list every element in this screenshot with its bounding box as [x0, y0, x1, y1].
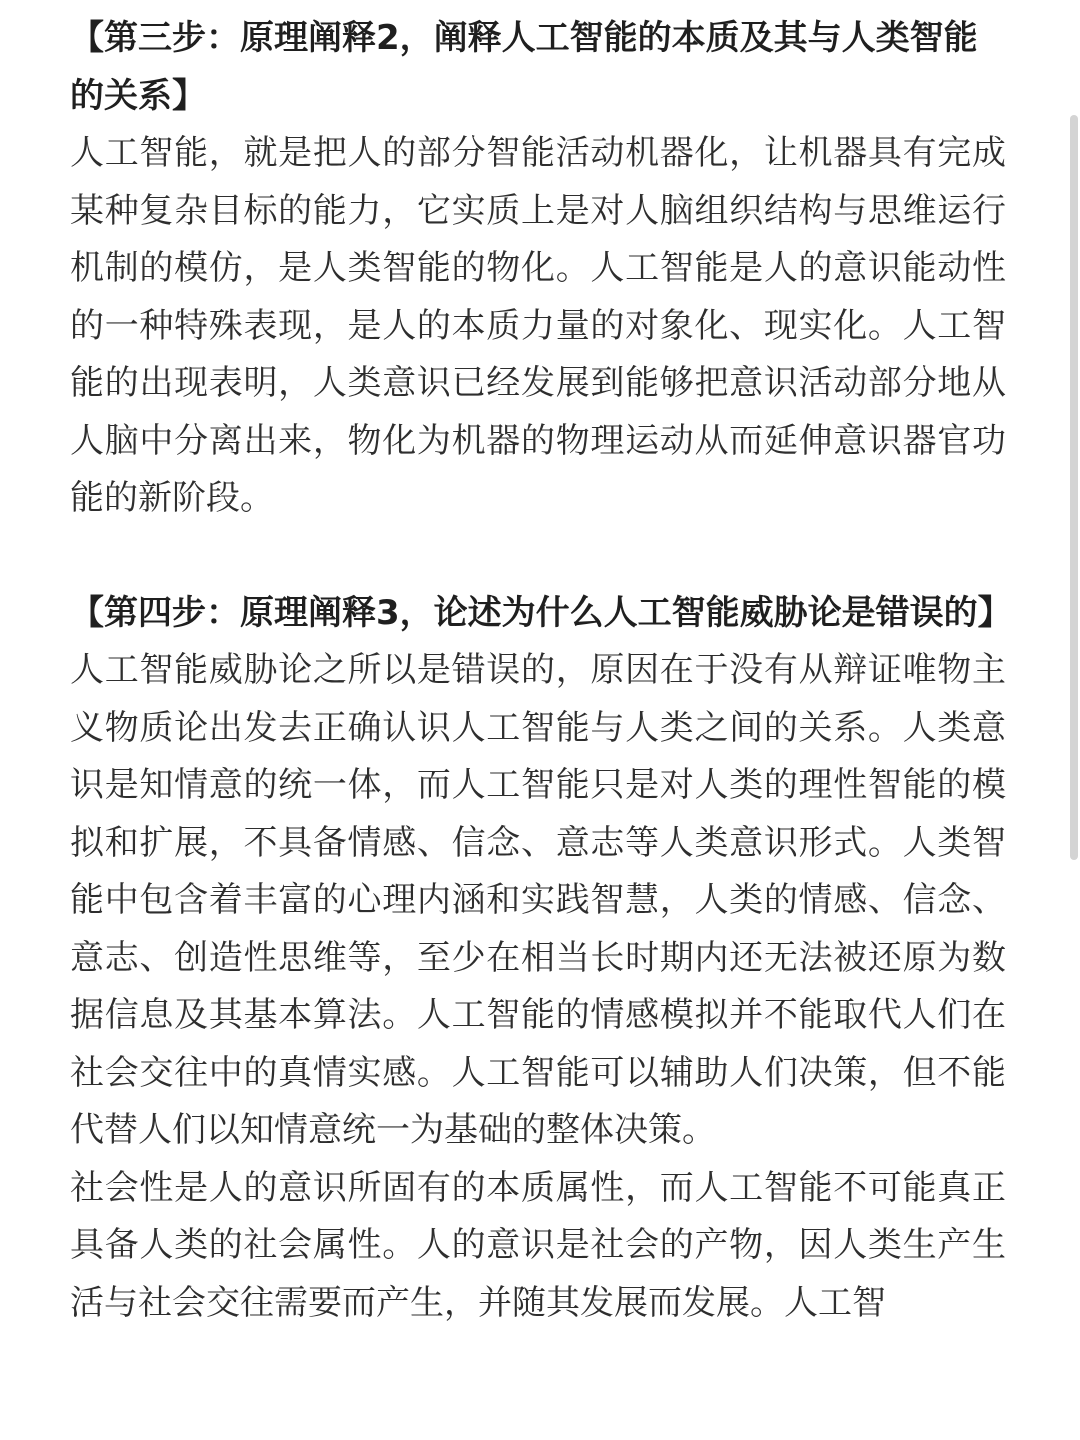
vertical-scrollbar[interactable]: [1070, 115, 1078, 860]
article-body: [70, 10, 1012, 1332]
section-heading: 【第四步：原理阐释3，论述为什么人工智能威胁论是错误的】: [70, 592, 1012, 633]
section-paragraph: 人工智能，就是把人的部分智能活动机器化，让机器具有完成某种复杂目标的能力，它实质上是对人脑组织结构与思维运行机制的模仿，是人类智能的物化。人工智能是人的意识能动性的一种特殊表现，是人的本质力量的对象化、现实化。人工智能的出现表明，人类意识已经发展到能够把意识活动部分地从人脑中分离出来，物化为机器的物理运动从而延伸意识器官功能的新阶段。: [70, 133, 1006, 518]
section-paragraph: 人工智能威胁论之所以是错误的，原因在于没有从辩证唯物主义物质论出发去正确认识人工智能与人类之间的关系。人类意识是知情意的统一体，而人工智能只是对人类的理性智能的模拟和扩展，不具备情感、信念、意志等人类意识形式。人类智能中包含着丰富的心理内涵和实践智慧，人类的情感、信念、意志、创造性思维等，至少在相当长时期内还无法被还原为数据信息及其基本算法。人工智能的情感模拟并不能取代人们在社会交往中的真情实感。人工智能可以辅助人们决策，但不能代替人们以知情意统一为基础的整体决策。: [70, 650, 1006, 1150]
section-spacer: [70, 528, 1006, 585]
section-heading: 【第三步：原理阐释2，阐释人工智能的本质及其与人类智能的关系】: [70, 18, 978, 116]
section-step-three: [70, 10, 1006, 528]
section-step-four: [70, 585, 1012, 1333]
section-paragraph: 社会性是人的意识所固有的本质属性，而人工智能不可能真正具备人类的社会属性。人的意识是社会的产物，因人类生产生活与社会交往需要而产生，并随其发展而发展。人工智: [70, 1167, 1006, 1323]
